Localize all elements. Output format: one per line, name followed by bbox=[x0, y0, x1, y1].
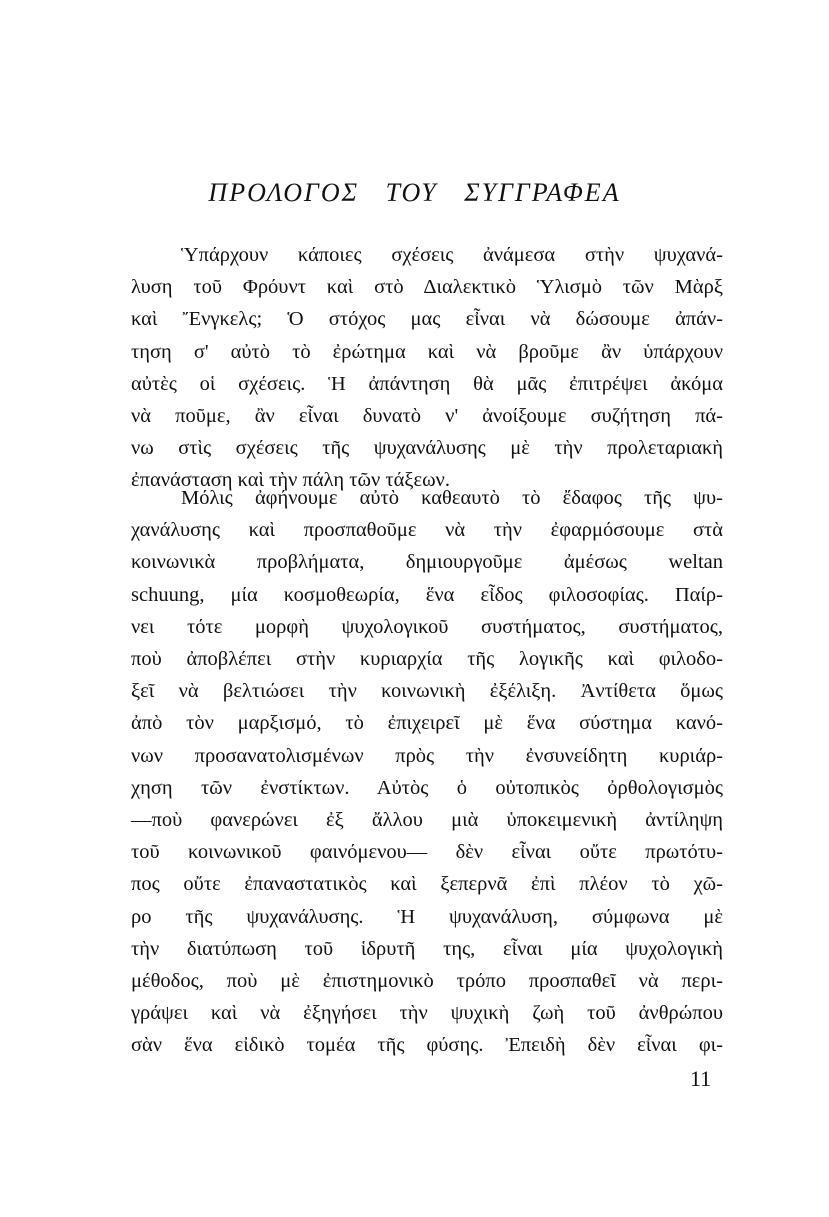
text-line: λυση τοῦ Φρόυντ καὶ στὸ Διαλεκτικὸ Ὑλισμὸ τῶν Μὰρξ bbox=[131, 276, 723, 299]
text-line: τηση σ' αὐτὸ τὸ ἐρώτημα καὶ νὰ βροῦμε ἂν ὑπάρχουν bbox=[131, 340, 723, 363]
text-line: ἐπανάσταση καὶ τὴν πάλη τῶν τάξεων. bbox=[131, 469, 450, 492]
text-line: Ὑπάρχουν κάποιες σχέσεις ἀνάμεσα στὴν ψυχανά- bbox=[181, 244, 723, 266]
text-line: νων προσανατολισμένων πρὸς τὴν ἐνσυνείδητη κυριάρ- bbox=[131, 744, 723, 767]
text-line: ρο τῆς ψυχανάλυσης. Ἡ ψυχανάλυση, σύμφωνα μὲ bbox=[131, 905, 723, 928]
text-line: Μόλις ἀφήνουμε αὐτὸ καθεαυτὸ τὸ ἔδαφος τῆς ψυ- bbox=[181, 487, 723, 509]
text-line: γράψει καὶ νὰ ἐξηγήσει τὴν ψυχικὴ ζωὴ τοῦ ἀνθρώπου bbox=[131, 1002, 723, 1025]
paragraph-1 bbox=[131, 239, 723, 497]
text-line: αὐτὲς οἱ σχέσεις. Ἡ ἀπάντηση θὰ μᾶς ἐπιτρέψει ἀκόμα bbox=[131, 372, 723, 395]
text-line: νὰ ποῦμε, ἂν εἶναι δυνατὸ ν' ἀνοίξουμε συζήτηση πά- bbox=[131, 405, 723, 428]
text-line: πος οὔτε ἐπαναστατικὸς καὶ ξεπερνᾶ ἐπὶ πλέον τὸ χῶ- bbox=[131, 873, 723, 896]
page-number: 11 bbox=[690, 1066, 712, 1091]
text-line: ἀπὸ τὸν μαρξισμό, τὸ ἐπιχειρεῖ μὲ ἕνα σύστημα κανό- bbox=[131, 712, 723, 735]
text-line: τὴν διατύπωση τοῦ ἱδρυτῆ της, εἶναι μία ψυχολογικὴ bbox=[131, 937, 723, 960]
text-line: σὰν ἕνα εἰδικὸ τομέα τῆς φύσης. Ἐπειδὴ δὲν εἶναι φι- bbox=[131, 1034, 723, 1057]
text-line: νει τότε μορφὴ ψυχολογικοῦ συστήματος, συστήματος, bbox=[131, 615, 723, 638]
text-line: μέθοδος, ποὺ μὲ ἐπιστημονικὸ τρόπο προσπαθεῖ νὰ περι- bbox=[131, 970, 723, 993]
text-line: τοῦ κοινωνικοῦ φαινόμενου— δὲν εἶναι οὔτε πρωτότυ- bbox=[131, 841, 723, 864]
text-line: χηση τῶν ἐνστίκτων. Αὐτὸς ὁ οὐτοπικὸς ὀρθολογισμὸς bbox=[131, 776, 723, 799]
chapter-title: ΠΡΟΛΟΓΟΣ ΤΟΥ ΣΥΓΓΡΑΦΕΑ bbox=[208, 178, 621, 207]
text-line: schuung, μία κοσμοθεωρία, ἕνα εἶδος φιλοσοφίας. Παίρ- bbox=[131, 583, 723, 606]
text-line: καὶ Ἔνγκελς; Ὁ στόχος μας εἶναι νὰ δώσουμε ἀπάν- bbox=[131, 308, 723, 331]
text-line: κοινωνικὰ προβλήματα, δημιουργοῦμε ἀμέσως weltan bbox=[131, 551, 723, 574]
text-line: νω στὶς σχέσεις τῆς ψυχανάλυσης μὲ τὴν προλεταριακὴ bbox=[131, 437, 723, 460]
text-line: ξεῖ νὰ βελτιώσει τὴν κοινωνικὴ ἐξέλιξη. Ἀντίθετα ὅμως bbox=[131, 680, 723, 703]
text-line: —ποὺ φανερώνει ἐξ ἄλλου μιὰ ὑποκειμενικὴ ἀντίληψη bbox=[131, 809, 723, 832]
paragraph-2 bbox=[131, 482, 723, 1062]
text-line: ποὺ ἀποβλέπει στὴν κυριαρχία τῆς λογικῆς καὶ φιλοδο- bbox=[131, 648, 723, 671]
text-line: χανάλυσης καὶ προσπαθοῦμε νὰ τὴν ἐφαρμόσουμε στὰ bbox=[131, 519, 723, 542]
